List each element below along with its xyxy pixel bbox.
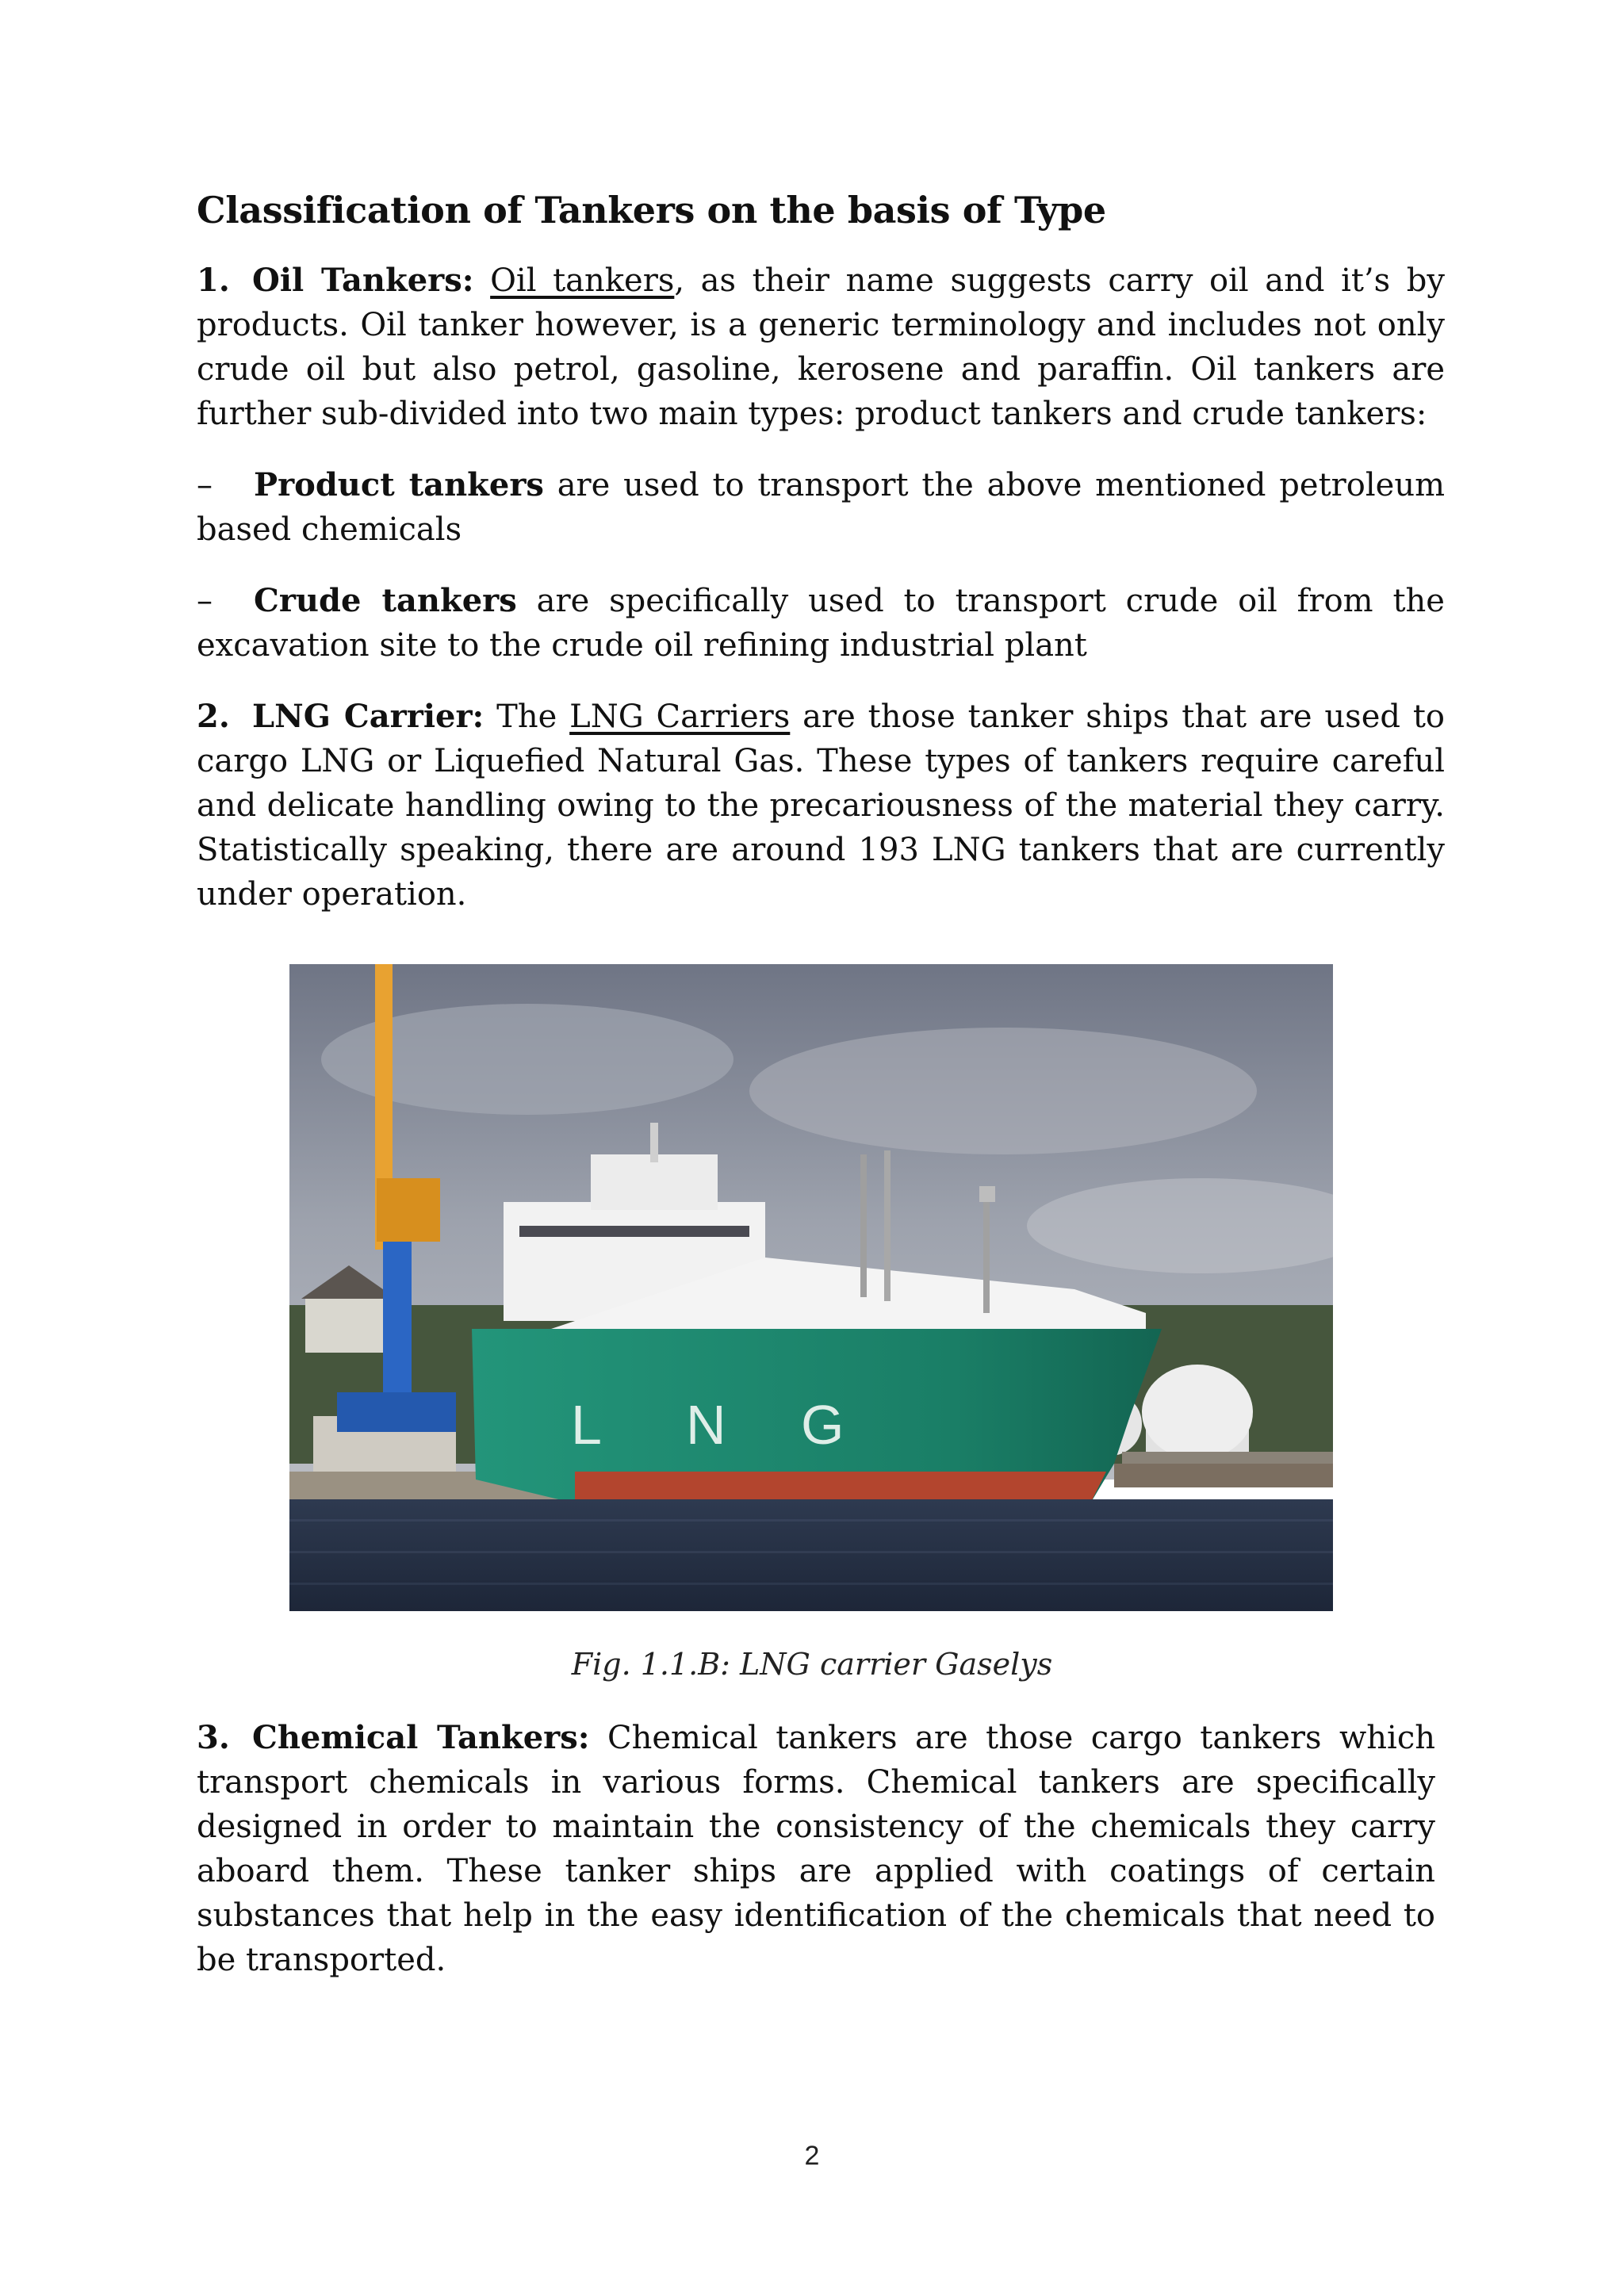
lng-carriers-link[interactable]: LNG Carriers <box>569 699 791 735</box>
gas-dome <box>1142 1365 1253 1460</box>
page-number: 2 <box>804 2141 820 2171</box>
mast <box>884 1150 891 1301</box>
oil-tankers-link[interactable]: Oil tankers <box>490 262 675 299</box>
section-heading: Classification of Tankers on the basis of Type <box>197 189 1106 232</box>
product-tankers-paragraph <box>197 463 1445 552</box>
water-highlight <box>289 1519 1333 1522</box>
ship-illustration <box>289 964 1333 1611</box>
crude-tankers-text: are specifically used to transport crude oil from the excavation site to the crude oil refining industrial plant <box>197 583 1445 664</box>
hull-letter: G <box>801 1394 845 1456</box>
house <box>305 1297 393 1353</box>
chemical-tankers-paragraph <box>197 1716 1435 1982</box>
figure-caption: Fig. 1.1.B: LNG carrier Gaselys <box>571 1647 1053 1682</box>
mast <box>860 1154 867 1297</box>
lng-carrier-photo <box>289 964 1333 1611</box>
mast <box>983 1194 990 1313</box>
funnel-mast <box>650 1123 658 1162</box>
page-body-continued <box>197 1716 1435 1982</box>
cloud <box>749 1028 1257 1154</box>
list-dash: – <box>197 467 213 503</box>
crane-cab <box>377 1178 440 1242</box>
chemical-tankers-text: Chemical tankers are those cargo tankers which transport chemicals in various forms. Chemical tankers are specifically designed in order to maintain the consistency of the chemicals they carry aboard them. These tanker ships are applied with coatings of certain substances that help in the easy identification of the chemicals that need to be transported. <box>197 1720 1435 1978</box>
oil-tankers-text: , as their name suggests carry oil and it’s by products. Oil tanker however, is a generic terminology and includes not only crude oil but also petrol, gasoline, kerosene and paraffin. Oil tankers are further sub-divided into two main types: product tankers and crude tankers: <box>197 262 1446 432</box>
list-number: 1. <box>197 262 230 299</box>
breakwater <box>1114 1464 1333 1487</box>
water-highlight <box>289 1551 1333 1553</box>
list-dash: – <box>197 583 213 619</box>
mast <box>979 1186 995 1202</box>
lng-carrier-paragraph <box>197 695 1445 917</box>
water <box>289 1499 1333 1611</box>
lng-carrier-title: LNG Carrier: <box>252 698 485 735</box>
list-number: 3. <box>197 1719 230 1756</box>
product-tankers-text: are used to transport the above mentioned petroleum based chemicals <box>197 467 1446 548</box>
page-body <box>197 187 1445 917</box>
lng-carrier-text: are those tanker ships that are used to cargo LNG or Liquefied Natural Gas. These types of tankers require careful and delicate handling owing to the precariousness of the material they carry. Statistically speaking, there are around 193 LNG tankers that are currently under operation. <box>197 699 1445 913</box>
oil-tankers-paragraph <box>197 258 1445 436</box>
list-number: 2. <box>197 698 230 735</box>
crane-base <box>337 1392 456 1432</box>
hull-letter: N <box>686 1394 726 1456</box>
chemical-tankers-title: Chemical Tankers: <box>252 1719 590 1756</box>
product-tankers-title: Product tankers <box>254 466 544 503</box>
hull-waterline <box>575 1472 1106 1503</box>
crude-tankers-title: Crude tankers <box>254 582 517 619</box>
oil-tankers-title: Oil Tankers: <box>252 262 474 299</box>
hull-letter: L <box>571 1394 602 1456</box>
bridge-windows <box>519 1226 749 1237</box>
water-highlight <box>289 1583 1333 1585</box>
lng-carrier-pre: The <box>484 699 570 735</box>
crude-tankers-paragraph <box>197 579 1445 668</box>
bridge-top <box>591 1154 718 1210</box>
